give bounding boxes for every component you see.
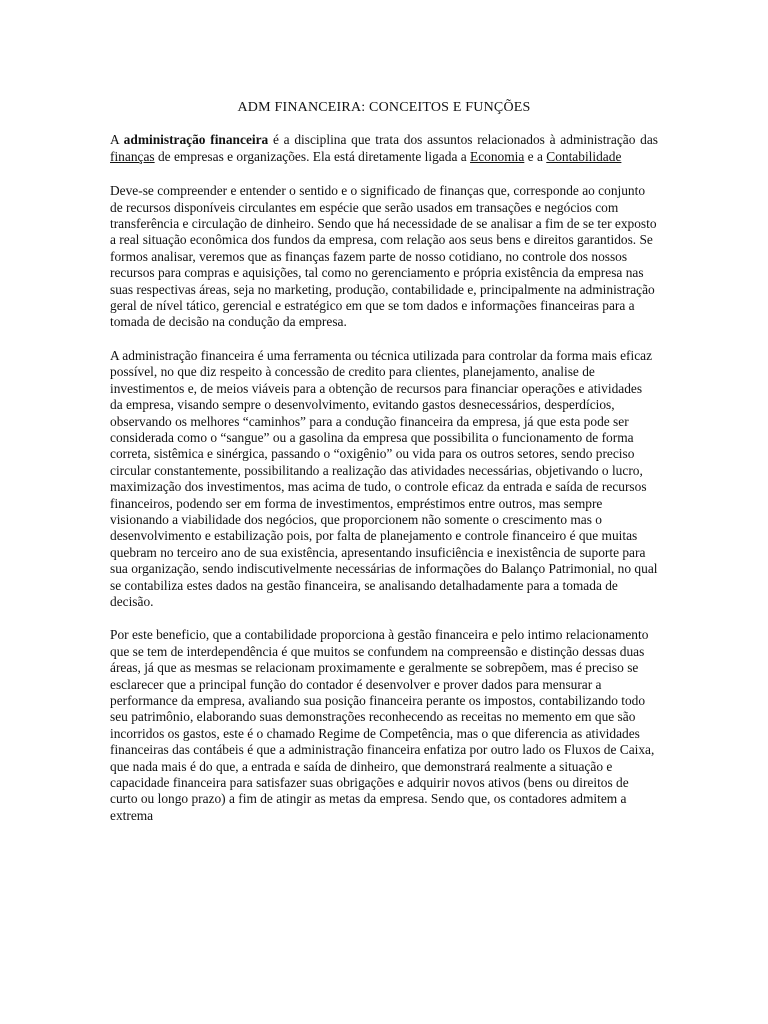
document-page [110, 100, 658, 841]
link-economia[interactable]: Economia [470, 148, 525, 164]
intro-term: administração financeira [123, 132, 269, 148]
intro-text-1: é a disciplina que trata dos assuntos relacionados à administração das [268, 132, 658, 148]
paragraph-contabilidade: Por este beneficio, que a contabilidade proporciona à gestão financeira e pelo intimo relacionamento que se tem de interdependência é que muitos se confundem na compreensão e distinção dessas duas áreas, já que as mesmas se relacionam proximamente e geralmente se sobrepõem, mas é preciso se esclarecer que a principal função do contador é desenvolver e prover dados para mensurar a performance da empresa, avaliando sua posição financeira perante os impostos, contabilizando todo seu patrimônio, elaborando suas demonstrações reconhecendo as receitas no memento em que são incorridos os gastos, este é o chamado Regime de Competência, mas o que diferencia as atividades financeiras das contábeis é que a administração financeira enfatiza por outro lado os Fluxos de Caixa, que nada mais é do que, a entrada e saída de dinheiro, que demonstrará realmente a situação e capacidade financeira para satisfazer suas obrigações e adquirir novos ativos (bens ou direitos de curto ou longo prazo) a fim de atingir as metas da empresa. Sendo que, os contadores admitem a extrema [110, 627, 655, 823]
document-title: ADM FINANCEIRA: CONCEITOS E FUNÇÕES [237, 100, 531, 115]
paragraph-administracao: A administração financeira é uma ferramenta ou técnica utilizada para controlar da forma mais eficaz possível, no que diz respeito à concessão de credito para clientes, planejamento, analise de investimentos e, de meios viáveis para a obtenção de recursos para financiar operações e atividades da empresa, visando sempre o desenvolvimento, evitando gastos desnecessários, desperdícios, observando os melhores “caminhos” para a condução financeira da empresa, já que esta pode ser considerada como o “sangue” ou a gasolina da empresa que possibilita o funcionamento de forma correta, sistêmica e sinérgica, passando o “oxigênio” ou vida para os outros setores, sendo preciso circular constantemente, possibilitando a realização das atividades necessárias, objetivando o lucro, maximização dos investimentos, mas acima de tudo, o controle eficaz da entrada e saída de recursos financeiros, podendo ser em forma de investimentos, empréstimos entre outros, mas sempre visionando a viabilidade dos negócios, que proporcionem não somente o crescimento mas o desenvolvimento e estabilização pois, por falta de planejamento e controle financeiro é que muitas quebram no terceiro ano de sua existência, apresentando insuficiência e inexistência de suporte para sua organização, sendo indiscutivelmente necessárias de informações do Balanço Patrimonial, no qual se contabiliza estes dados na gestão financeira, se analisando detalhadamente para a tomada de decisão. [110, 347, 658, 609]
intro-paragraph [110, 132, 658, 165]
intro-text-3: e a [524, 148, 547, 164]
link-contabilidade[interactable]: Contabilidade [546, 148, 622, 164]
intro-text-2: de empresas e organizações. Ela está diretamente ligada a [154, 148, 471, 164]
intro-start: A [110, 132, 124, 148]
paragraph-financas: Deve-se compreender e entender o sentido e o significado de finanças que, corresponde ao conjunto de recursos disponíveis circulantes em espécie que serão usados em transações e negócios com transferência e circulação de dinheiro. Sendo que há necessidade de se analisar a fim de se ter exposto a real situação econômica dos fundos da empresa, com relação aos seus bens e direitos garantidos. Se formos analisar, veremos que as finanças fazem parte de nosso cotidiano, no controle dos nossos recursos para compras e aquisições, tal como no gerenciamento e própria existência da empresa nas suas respectivas áreas, seja no marketing, produção, contabilidade e, principalmente na administração geral de nível tático, gerencial e estratégico em que se tom dados e informações financeiras para a tomada de decisão na condução da empresa. [110, 183, 657, 330]
link-financas[interactable]: finanças [110, 148, 155, 164]
